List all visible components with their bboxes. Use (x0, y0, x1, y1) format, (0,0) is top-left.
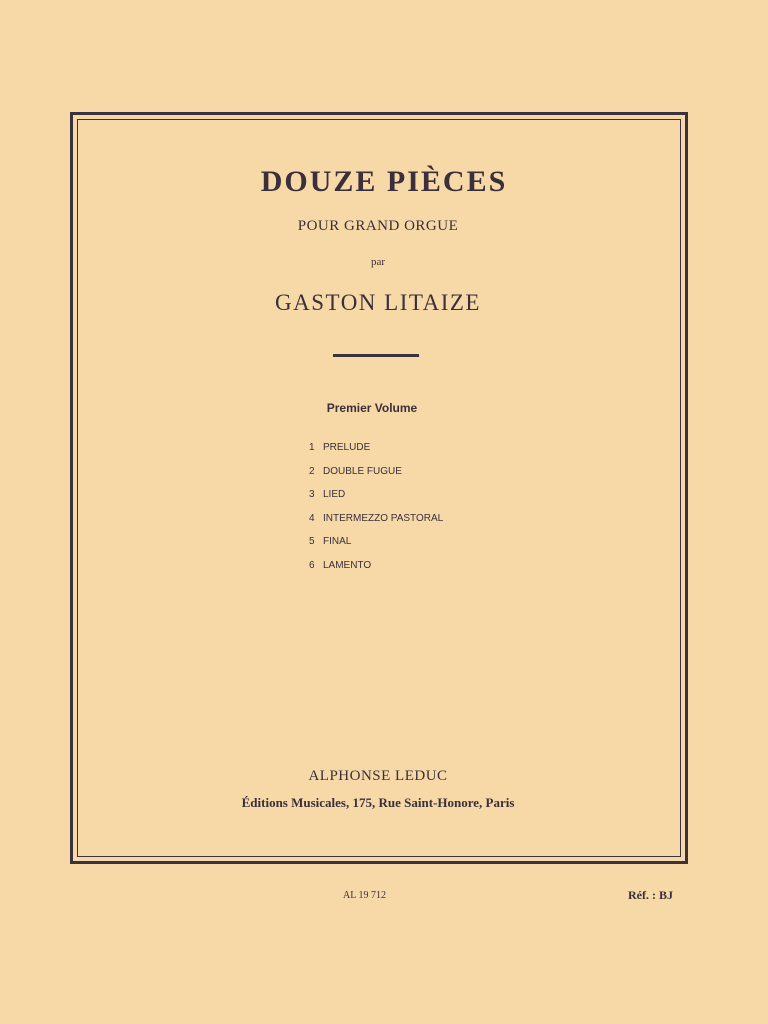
toc-item-number: 6 (309, 559, 315, 571)
toc-item (309, 559, 443, 583)
toc-item-number: 1 (309, 442, 315, 453)
toc-item-number: 5 (309, 536, 315, 547)
by-label: par (370, 256, 386, 268)
toc-item-title: PRELUDE (323, 442, 371, 453)
reference-code: Réf. : BJ (628, 888, 673, 902)
toc-item (309, 441, 443, 465)
toc-item (309, 465, 443, 489)
toc-item-title: FINAL (323, 536, 352, 547)
publisher-name: ALPHONSE LEDUC (308, 768, 448, 784)
publisher-address: Éditions Musicales, 175, Rue Saint-Honore, Paris (241, 795, 515, 810)
volume-label: Premier Volume (326, 401, 418, 415)
toc-item-title: INTERMEZZO PASTORAL (323, 512, 444, 524)
toc-item (309, 535, 443, 559)
toc-item-title: LAMENTO (323, 559, 372, 571)
toc-item-number: 4 (309, 512, 315, 524)
toc-item (309, 488, 443, 512)
score-subtitle: POUR GRAND ORGUE (297, 218, 459, 234)
toc-item-number: 3 (309, 489, 315, 500)
toc-item-title: DOUBLE FUGUE (323, 465, 402, 477)
toc-item-number: 2 (309, 465, 315, 477)
table-of-contents (309, 441, 443, 582)
decorative-rule (333, 354, 419, 357)
toc-item-title: LIED (323, 489, 346, 500)
score-title: DOUZE PIÈCES (260, 165, 508, 198)
composer-name: GASTON LITAIZE (275, 290, 481, 315)
catalog-number: AL 19 712 (343, 890, 386, 901)
toc-item (309, 512, 443, 536)
